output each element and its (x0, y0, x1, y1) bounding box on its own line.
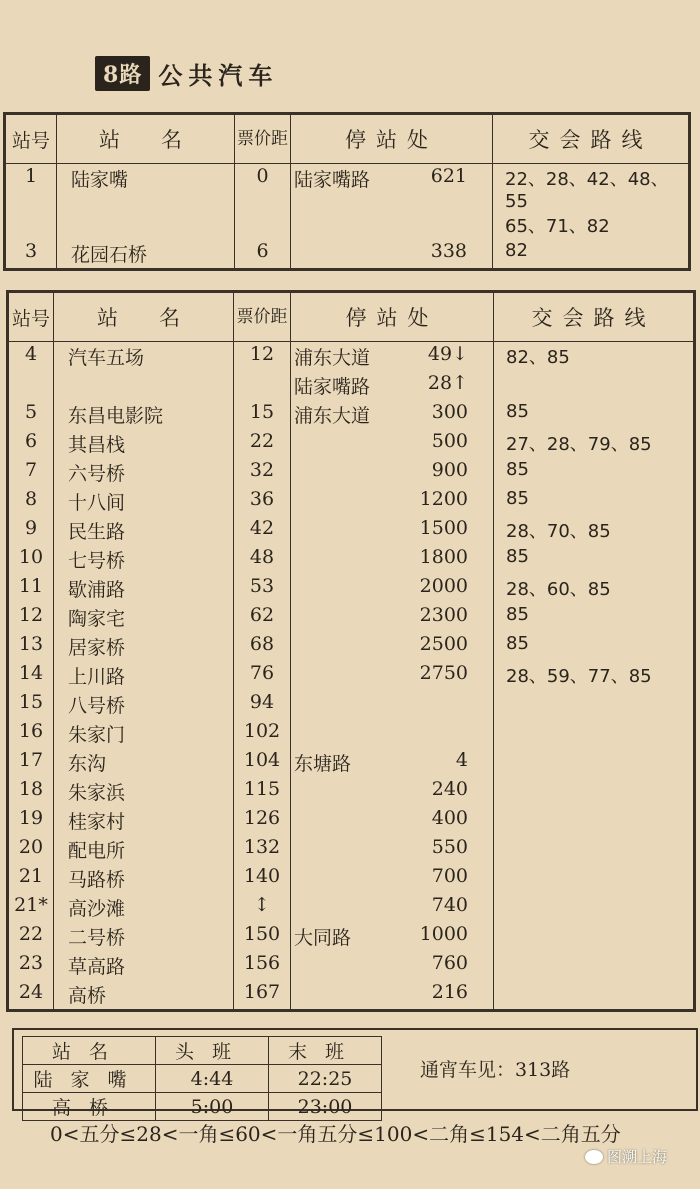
fare-distance: 150 (234, 922, 291, 951)
stop-location (291, 864, 494, 893)
col-stop-location: 停站处 (291, 292, 494, 342)
transfer-routes (494, 371, 695, 400)
transfer-routes: 28、70、85 (494, 516, 695, 545)
transfer-routes: 85 (494, 545, 695, 574)
route-heading (95, 56, 278, 91)
station-number: 8 (24, 488, 38, 510)
col-transfer-routes: 交会路线 (493, 114, 690, 164)
station-number: 21 (18, 865, 44, 887)
schedule-col-last: 末班 (269, 1037, 382, 1065)
stop-distance: 2300 (419, 604, 468, 626)
station-name: 歇浦路 (54, 574, 234, 603)
stop-distance: 1200 (419, 488, 468, 510)
stop-location (291, 429, 494, 458)
station-name: 汽车五场 (54, 342, 234, 372)
transfer-routes (494, 719, 695, 748)
table-row (8, 719, 695, 748)
table-row (8, 777, 695, 806)
transfer-routes (494, 893, 695, 922)
transfer-routes (494, 748, 695, 777)
transfer-routes: 85 (494, 487, 695, 516)
stop-distance: 900 (431, 459, 468, 481)
schedule-table (22, 1036, 382, 1121)
transfer-routes (494, 690, 695, 719)
station-number: 15 (18, 691, 44, 713)
stop-distance: 338 (430, 240, 467, 262)
col-fare-distance: 票价距 (235, 114, 291, 164)
stop-road: 陆家嘴路 (294, 169, 371, 191)
station-name (54, 371, 234, 400)
station-table-1 (3, 112, 691, 271)
chat-bubble-icon (585, 1150, 603, 1164)
schedule-col-first: 头班 (156, 1037, 269, 1065)
station-name: 东沟 (54, 748, 234, 777)
station-name: 陶家宅 (54, 603, 234, 632)
stop-distance: 1800 (419, 546, 468, 568)
stop-distance: 400 (431, 807, 468, 829)
fare-distance: 22 (234, 429, 291, 458)
stop-location (291, 777, 494, 806)
fare-distance: 32 (234, 458, 291, 487)
fare-distance: 68 (234, 632, 291, 661)
station-number: 6 (24, 430, 38, 452)
station-name: 八号桥 (54, 690, 234, 719)
fare-distance: 76 (234, 661, 291, 690)
fare-distance: 102 (234, 719, 291, 748)
transfer-routes (494, 835, 695, 864)
station-number: 3 (24, 240, 38, 262)
schedule-row (23, 1093, 382, 1121)
station-number: 1 (24, 165, 38, 187)
station-name: 草高路 (54, 951, 234, 980)
night-bus-note: 通宵车见：313路 (420, 1059, 571, 1081)
stop-location (291, 574, 494, 603)
schedule-row (23, 1065, 382, 1093)
fare-note: 0<五分≤28<一角≤60<一角五分≤100<二角≤154<二角五分 (50, 1122, 621, 1146)
fare-distance: 0 (235, 164, 291, 240)
stop-location (291, 487, 494, 516)
station-number: 20 (18, 836, 44, 858)
col-station-name: 站 名 (57, 114, 235, 164)
transfer-routes: 82、85 (494, 342, 695, 372)
table-row (5, 239, 690, 270)
transfer-routes: 28、60、85 (494, 574, 695, 603)
table-row (8, 371, 695, 400)
station-number: 17 (18, 749, 44, 771)
watermark (585, 1146, 667, 1167)
table-row (8, 864, 695, 893)
fare-distance (234, 371, 291, 400)
table-row (8, 429, 695, 458)
transfer-routes (494, 806, 695, 835)
station-number (8, 371, 54, 400)
station-name: 六号桥 (54, 458, 234, 487)
table-row (8, 748, 695, 777)
table-row (8, 516, 695, 545)
transfer-routes: 82 (493, 239, 690, 270)
route-badge (95, 56, 150, 91)
schedule-station: 陆家嘴 (23, 1065, 156, 1093)
station-number: 10 (18, 546, 44, 568)
stop-location (291, 806, 494, 835)
schedule-first-bus: 4:44 (156, 1065, 269, 1093)
transfer-routes: 22、28、42、48、55 65、71、82 (493, 164, 690, 240)
station-number: 11 (18, 575, 44, 597)
transfer-routes: 85 (494, 458, 695, 487)
station-number: 5 (24, 401, 38, 423)
stop-distance: 2750 (419, 662, 468, 684)
station-number: 7 (24, 459, 38, 481)
station-name: 高沙滩 (54, 893, 234, 922)
stop-location (291, 893, 494, 922)
watermark-text: 图溯上海 (607, 1148, 668, 1166)
transfer-routes: 27、28、79、85 (494, 429, 695, 458)
fare-distance: 140 (234, 864, 291, 893)
station-number: 4 (24, 343, 38, 365)
fare-distance: 156 (234, 951, 291, 980)
table-row (8, 922, 695, 951)
col-transfer-routes: 交会路线 (494, 292, 695, 342)
station-name: 上川路 (54, 661, 234, 690)
station-number: 24 (18, 981, 44, 1003)
station-name: 陆家嘴 (57, 164, 235, 240)
station-name: 二号桥 (54, 922, 234, 951)
stop-location (291, 951, 494, 980)
transfer-routes (494, 777, 695, 806)
stop-distance: 2000 (419, 575, 468, 597)
stop-location (291, 545, 494, 574)
fare-distance: 94 (234, 690, 291, 719)
col-fare-distance: 票价距 (234, 292, 291, 342)
fare-distance: ↕ (234, 893, 291, 922)
table-row (8, 661, 695, 690)
table-row (8, 690, 695, 719)
stop-location (291, 690, 494, 719)
stop-distance: 1000 (419, 923, 468, 945)
stop-location (291, 922, 494, 951)
table-row (8, 342, 695, 372)
station-name: 居家桥 (54, 632, 234, 661)
fare-distance: 104 (234, 748, 291, 777)
fare-distance: 62 (234, 603, 291, 632)
fare-distance: 53 (234, 574, 291, 603)
station-table-2 (6, 290, 696, 1012)
station-number: 9 (24, 517, 38, 539)
stop-distance: 550 (431, 836, 468, 858)
table-row (8, 400, 695, 429)
fare-distance: 12 (234, 342, 291, 372)
col-station-name: 站 名 (54, 292, 234, 342)
schedule-header-row (23, 1037, 382, 1065)
stop-location (291, 239, 493, 270)
table-row (8, 951, 695, 980)
station-number: 12 (18, 604, 44, 626)
stop-distance: 2500 (419, 633, 468, 655)
stop-distance: 216 (431, 981, 468, 1003)
station-number: 23 (18, 952, 44, 974)
stop-distance: 49↓ (427, 343, 468, 365)
transfer-routes (494, 922, 695, 951)
table-body-2 (8, 342, 695, 1011)
fare-distance: 132 (234, 835, 291, 864)
transfer-routes (494, 980, 695, 1011)
stop-road: 浦东大道 (294, 347, 371, 369)
station-number: 22 (18, 923, 44, 945)
table-row (8, 458, 695, 487)
transfer-routes: 85 (494, 632, 695, 661)
station-name: 朱家浜 (54, 777, 234, 806)
fare-distance: 6 (235, 239, 291, 270)
station-number: 16 (18, 720, 44, 742)
station-name: 桂家村 (54, 806, 234, 835)
fare-distance: 115 (234, 777, 291, 806)
stop-distance: 1500 (419, 517, 468, 539)
fare-distance: 36 (234, 487, 291, 516)
table-row (8, 893, 695, 922)
stop-distance: 28↑ (427, 372, 468, 394)
col-station-no: 站号 (8, 292, 54, 342)
station-name: 朱家门 (54, 719, 234, 748)
table-row (8, 980, 695, 1011)
fare-distance: 48 (234, 545, 291, 574)
schedule-station: 高桥 (23, 1093, 156, 1121)
stop-distance: 760 (431, 952, 468, 974)
table-row (8, 487, 695, 516)
col-stop-location: 停站处 (291, 114, 493, 164)
station-name: 十八间 (54, 487, 234, 516)
stop-road: 大同路 (294, 927, 352, 949)
fare-distance: 15 (234, 400, 291, 429)
station-name: 民生路 (54, 516, 234, 545)
station-name: 东昌电影院 (54, 400, 234, 429)
station-number: 19 (18, 807, 44, 829)
stop-location (291, 632, 494, 661)
stop-distance: 300 (431, 401, 468, 423)
schedule-last-bus: 22:25 (269, 1065, 382, 1093)
schedule-first-bus: 5:00 (156, 1093, 269, 1121)
stop-location (291, 516, 494, 545)
stop-location (291, 371, 494, 400)
stop-distance: 4 (455, 749, 468, 771)
stop-location (291, 342, 494, 372)
station-name: 配电所 (54, 835, 234, 864)
station-number: 13 (18, 633, 44, 655)
table-row (5, 164, 690, 240)
table-body-1 (5, 164, 690, 270)
transfer-routes (494, 864, 695, 893)
transfer-routes: 28、59、77、85 (494, 661, 695, 690)
stop-distance: 500 (431, 430, 468, 452)
station-number: 14 (18, 662, 44, 684)
col-station-no: 站号 (5, 114, 57, 164)
stop-road: 浦东大道 (294, 405, 371, 427)
fare-distance: 42 (234, 516, 291, 545)
route-number: 8 (103, 62, 120, 88)
route-suffix: 路 (119, 62, 143, 88)
stop-distance: 240 (431, 778, 468, 800)
stop-road: 陆家嘴路 (294, 376, 371, 398)
fare-distance: 167 (234, 980, 291, 1011)
stop-location (291, 164, 493, 240)
table-row (8, 574, 695, 603)
stop-distance: 740 (431, 894, 468, 916)
transfer-routes: 85 (494, 603, 695, 632)
table-row (8, 603, 695, 632)
table-header-row (8, 292, 695, 342)
stop-distance: 700 (431, 865, 468, 887)
table-row (8, 835, 695, 864)
station-name: 七号桥 (54, 545, 234, 574)
table-row (8, 545, 695, 574)
stop-location (291, 719, 494, 748)
stop-location (291, 748, 494, 777)
stop-road: 东塘路 (294, 753, 352, 775)
station-name: 高桥 (54, 980, 234, 1011)
table-header-row (5, 114, 690, 164)
station-name: 花园石桥 (57, 239, 235, 270)
stop-location (291, 835, 494, 864)
transfer-routes (494, 951, 695, 980)
station-number: 21* (14, 894, 48, 916)
station-name: 马路桥 (54, 864, 234, 893)
fare-distance: 126 (234, 806, 291, 835)
station-name: 其昌栈 (54, 429, 234, 458)
station-number: 18 (18, 778, 44, 800)
schedule-col-station: 站名 (23, 1037, 156, 1065)
stop-location (291, 400, 494, 429)
stop-location (291, 661, 494, 690)
transfer-routes: 85 (494, 400, 695, 429)
table-row (8, 806, 695, 835)
schedule-last-bus: 23:00 (269, 1093, 382, 1121)
stop-location (291, 458, 494, 487)
heading-title: 公共汽车 (158, 62, 279, 90)
table-row (8, 632, 695, 661)
stop-distance: 621 (430, 165, 467, 187)
stop-location (291, 980, 494, 1011)
stop-location (291, 603, 494, 632)
